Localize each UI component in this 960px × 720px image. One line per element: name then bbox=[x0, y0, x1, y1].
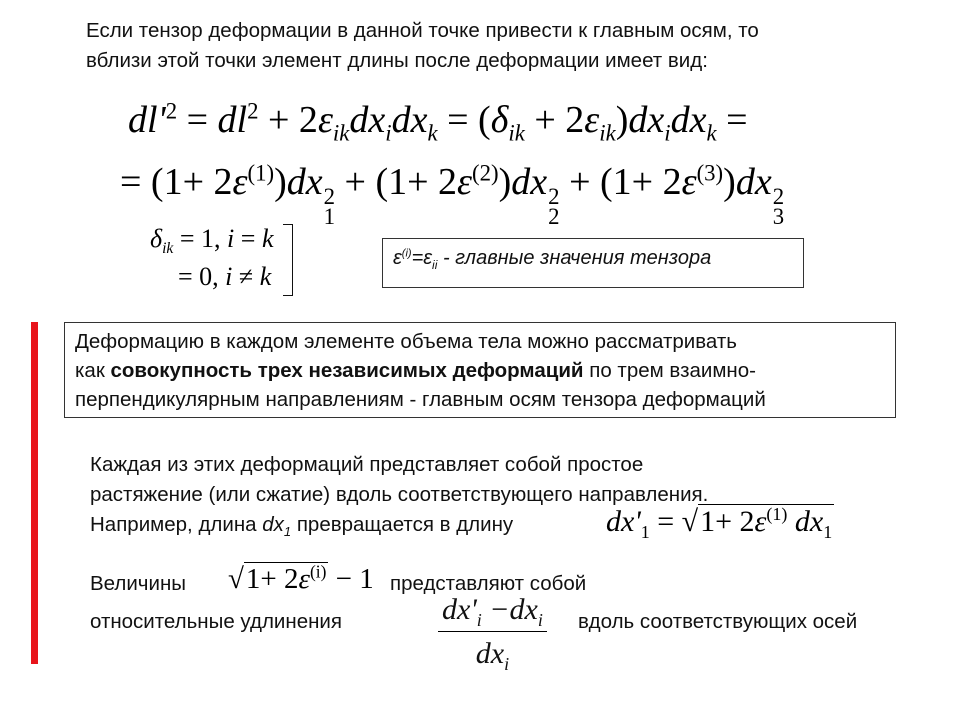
case-bracket bbox=[283, 224, 293, 296]
magnitudes-along: вдоль соответствующих осей bbox=[578, 610, 858, 633]
intro-line-2: вблизи этой точки элемент длины после деформации имеет вид: bbox=[86, 49, 708, 72]
magnitudes-represent: представляют собой bbox=[390, 572, 587, 595]
eigenvalues-note-box bbox=[382, 238, 804, 288]
para-line-3: Например, длина $dx_1$ превращается в длину bbox=[90, 513, 514, 540]
para-line-1: Каждая из этих деформаций представляет собой простое bbox=[90, 453, 644, 476]
relative-elongation-formula: $√1+ 2\varepsilon^{(i)} - 1$ bbox=[228, 561, 374, 595]
para-line-2: растяжение (или сжатие) вдоль соответствующего направления. bbox=[90, 483, 709, 506]
deformation-line-1: Деформацию в каждом элементе объема тела можно рассматривать bbox=[75, 330, 737, 353]
magnitudes-label: Величины bbox=[90, 572, 186, 595]
deformation-line-3: перпендикулярным направлениям - главным осям тензора деформаций bbox=[75, 388, 766, 411]
delta-case-2: = 0, i ≠ k bbox=[178, 262, 272, 291]
eigenvalues-note: $\varepsilon^{(i)}=\varepsilon_{ii}$ - главные значения тензора bbox=[393, 247, 712, 272]
formula-line-2: = $(1+ 2\varepsilon^{(1)})dx$ 2 1 + $(1+ 2\varepsilon^{(2)})dx$ 2 2 + $(1+ 2\varepsilon^{(3)})dx$ 2 3 bbox=[120, 160, 785, 229]
intro-line-1: Если тензор деформации в данной точке привести к главным осям, то bbox=[86, 19, 759, 42]
dx1-prime-formula: $dx'_1 = √1+ 2\varepsilon^{(1)}$ $dx_1$ bbox=[606, 504, 833, 542]
elongation-fraction: $dx'_i -dx_i$ $dx_i$ bbox=[438, 594, 547, 670]
delta-case-1: $\delta_{ik} = 1$, i = k bbox=[150, 224, 274, 258]
accent-bar bbox=[31, 322, 38, 664]
deformation-box bbox=[64, 322, 896, 418]
formula-line-1: $dl'^2 = dl^2 + 2\varepsilon_{ik}dx_idx_k = (\delta_{ik} + 2\varepsilon_{ik})dx_idx_k$ = bbox=[128, 98, 748, 146]
deformation-line-2: как совокупность трех независимых деформаций по трем взаимно- bbox=[75, 359, 756, 382]
magnitudes-relative: относительные удлинения bbox=[90, 610, 342, 633]
